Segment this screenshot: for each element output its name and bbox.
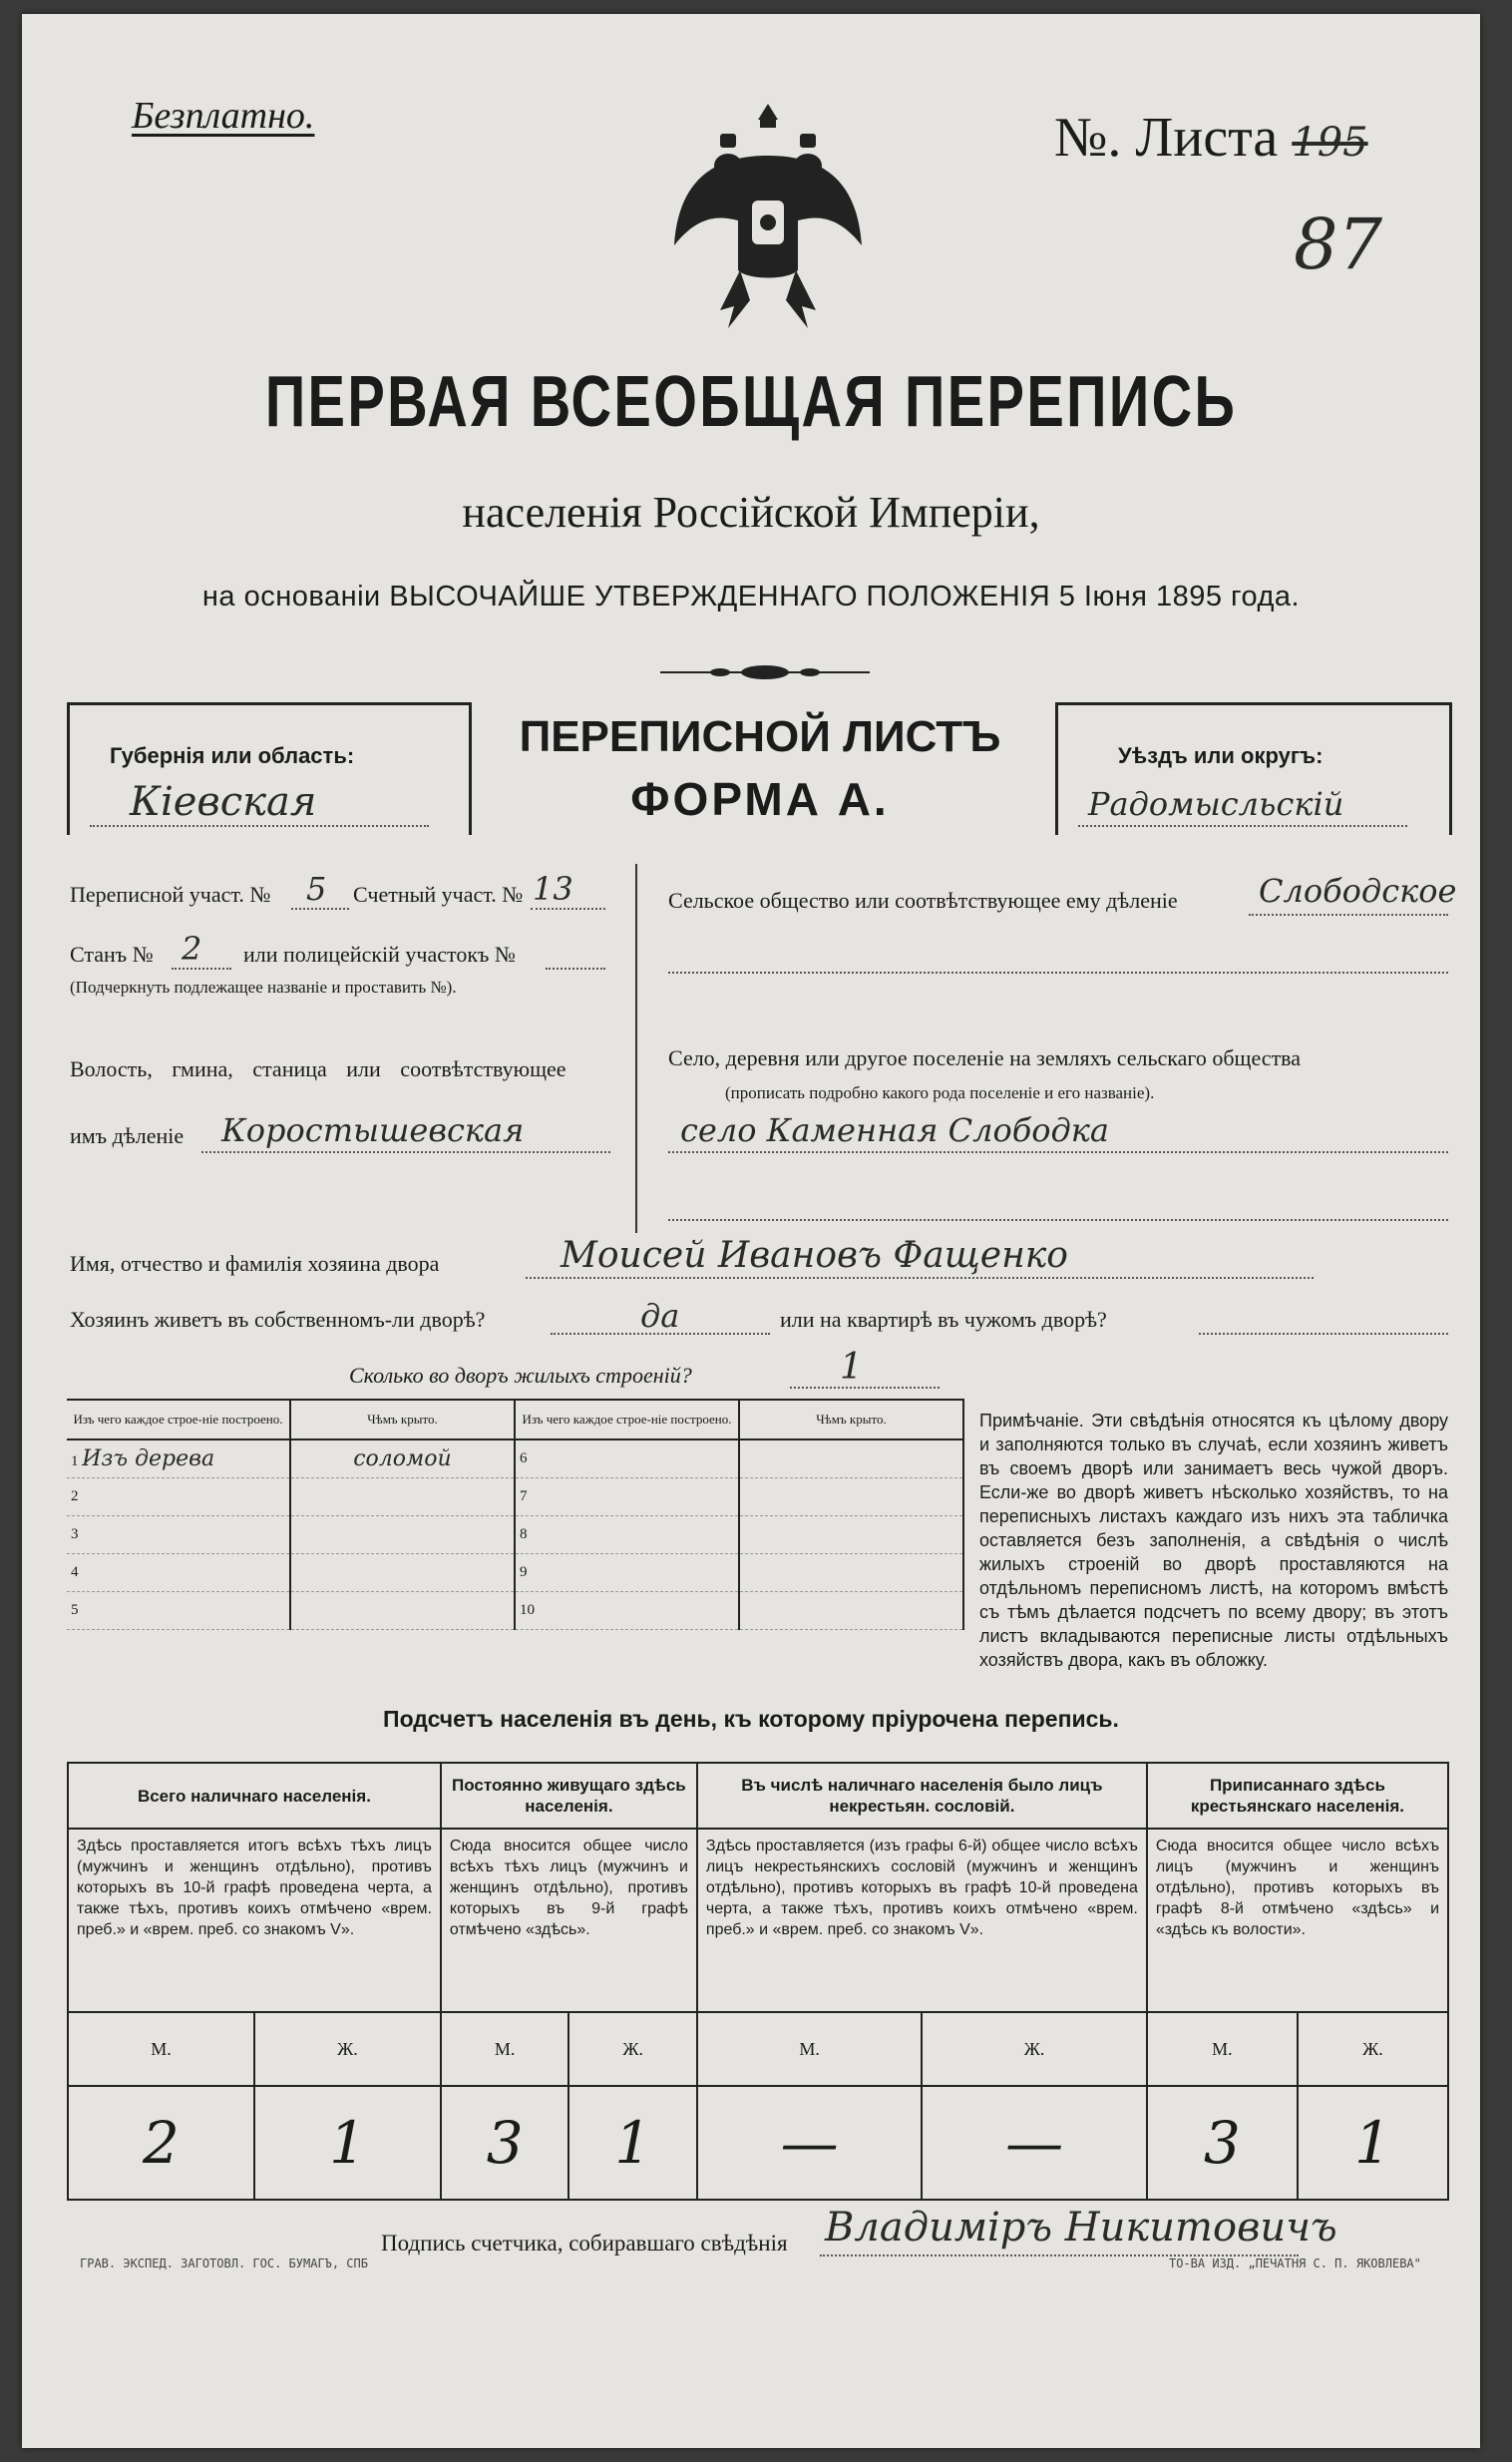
male-label: М. bbox=[1147, 2012, 1298, 2086]
sheet-handwritten-number: 87 bbox=[1294, 204, 1383, 285]
rented-label: или на квартирѣ въ чужомъ дворѣ? bbox=[780, 1307, 1107, 1332]
page-title: ПЕРВАЯ ВСЕОБЩАЯ ПЕРЕПИСЬ bbox=[264, 362, 1238, 442]
village-label: Село, деревня или другое поселеніе на земляхъ сельскаго общества bbox=[668, 1045, 1302, 1070]
pop-head-total: Всего наличнаго населенія. bbox=[68, 1763, 441, 1829]
male-label: М. bbox=[697, 2012, 922, 2086]
ornament-divider bbox=[660, 662, 870, 682]
stan-value: 2 bbox=[182, 930, 202, 968]
footer-printer-right: ТО-ВА ИЗД. „ПЕЧАТНЯ С. П. ЯКОВЛЕВА" bbox=[1169, 2257, 1421, 2270]
form-title: ПЕРЕПИСНОЙ ЛИСТЪ bbox=[519, 712, 1001, 761]
volost-label-2: имъ дѣленіе bbox=[70, 1123, 185, 1148]
own-yard-label: Хозяинъ живетъ въ собственномъ-ли дворѣ? bbox=[70, 1307, 486, 1332]
owner-name-value: Моисей Ивановъ Фащенко bbox=[561, 1235, 1068, 1276]
district-box bbox=[1055, 702, 1452, 835]
permanent-male-value: 3 bbox=[441, 2086, 569, 2200]
table-row: 3 8 bbox=[67, 1516, 963, 1554]
signature-label: Подпись счетчика, собиравшаго свѣдѣнія bbox=[381, 2231, 788, 2256]
female-label: Ж. bbox=[568, 2012, 697, 2086]
male-label: М. bbox=[441, 2012, 569, 2086]
total-female-value: 1 bbox=[254, 2086, 441, 2200]
pop-desc-total: Здѣсь проставляется итогъ всѣхъ тѣхъ лицъ (мужчинъ и женщинъ отдѣльно), противъ которыхъ въ 10-й графѣ проведена черта, а также тѣхъ, противъ коихъ отмѣчено «врем. преб.» и «врем. преб. со знакомъ V». bbox=[68, 1829, 441, 2012]
double-headed-eagle-emblem bbox=[668, 96, 868, 335]
village-note: (прописать подробно какого рода поселеніе и его названіе). bbox=[725, 1083, 1155, 1102]
volost-value: Коростышевская bbox=[221, 1111, 525, 1149]
table-row: 2 7 bbox=[67, 1478, 963, 1516]
free-label: Безплатно. bbox=[132, 95, 315, 137]
stan-label: Станъ № bbox=[70, 942, 154, 967]
census-sheet bbox=[22, 14, 1480, 2448]
province-value: Кіевская bbox=[130, 779, 317, 825]
village-value: село Каменная Слободка bbox=[680, 1111, 1109, 1149]
stan-note: (Подчеркнуть подлежащее названіе и проставить №). bbox=[70, 978, 457, 997]
col-roof-right: Чѣмъ крыто. bbox=[739, 1400, 963, 1439]
table-row: 5 10 bbox=[67, 1592, 963, 1630]
pop-head-registered: Приписаннаго здѣсь крестьянскаго населенія. bbox=[1147, 1763, 1448, 1829]
province-label: Губернія или область: bbox=[110, 743, 355, 768]
buildings-count-label: Сколько во дворъ жилыхъ строеній? bbox=[349, 1363, 692, 1388]
pop-head-permanent: Постоянно живущаго здѣсь населенія. bbox=[441, 1763, 697, 1829]
own-yard-value: да bbox=[640, 1297, 680, 1335]
sheet-printed-number: 195 bbox=[1292, 120, 1368, 166]
col-material-left: Изъ чего каждое строе-ніе построено. bbox=[67, 1400, 290, 1439]
census-district-value: 5 bbox=[306, 870, 327, 908]
district-label: Уѣздъ или округъ: bbox=[1118, 743, 1323, 768]
buildings-table bbox=[67, 1399, 964, 1630]
volost-label: Волость, гмина, станица или соотвѣтствующее bbox=[70, 1056, 567, 1081]
note-text: Примѣчаніе. Эти свѣдѣнія относятся къ цѣлому двору и заполняются только въ случаѣ, если хозяинъ живетъ въ своемъ дворѣ или занимаетъ весь чужой дворъ. Если-же во дворѣ живетъ нѣсколько хозяйствъ, то на переписныхъ листахъ каждаго изъ нихъ эта табличка оставляется безъ заполненія, а свѣдѣнія о числѣ жилыхъ строеній во дворѣ проставляются на отдѣльномъ переписномъ листѣ, на которомъ вмѣстѣ съ тѣмъ дѣлается подсчетъ по всему двору; въ этотъ листъ вкладываются переписные листы отдѣльныхъ хозяйствъ двора, какъ въ обложку. bbox=[979, 1411, 1448, 1670]
building-material: Изъ дерева bbox=[82, 1446, 215, 1471]
registered-female-value: 1 bbox=[1298, 2086, 1448, 2200]
buildings-count-value: 1 bbox=[840, 1347, 863, 1388]
census-district-label: Переписной участ. № bbox=[70, 882, 271, 907]
non-peasant-male-value: — bbox=[697, 2086, 922, 2200]
sheet-number-label: №. Листа 195 bbox=[1054, 107, 1368, 169]
counting-district-label: Счетный участ. № bbox=[353, 882, 524, 907]
table-row: 1 Изъ дерева соломой 6 bbox=[67, 1439, 963, 1478]
legal-basis: на основаніи ВЫСОЧАЙШЕ УТВЕРЖДЕННАГО ПОЛОЖЕНІЯ 5 Іюня 1895 года. bbox=[201, 581, 1301, 613]
non-peasant-female-value: — bbox=[922, 2086, 1146, 2200]
registered-male-value: 3 bbox=[1147, 2086, 1298, 2200]
col-material-right: Изъ чего каждое строе-ніе построено. bbox=[515, 1400, 739, 1439]
signature-value: Владиміръ Никитовичъ bbox=[825, 2205, 1337, 2251]
society-value: Слободское bbox=[1259, 872, 1457, 910]
footer-printer-left: ГРАВ. ЭКСПЕД. ЗАГОТОВЛ. ГОС. БУМАГЪ, СПБ bbox=[80, 2257, 368, 2270]
pop-desc-non-peasant: Здѣсь проставляется (изъ графы 6-й) общее число всѣхъ лицъ некрестьянскихъ сословій (мужчинъ и женщинъ отдѣльно), противъ которыхъ въ графѣ 10-й проведена черта, а также тѣхъ, противъ коихъ отмѣчено «врем. преб.» и «врем. преб. со знакомъ V». bbox=[697, 1829, 1147, 2012]
counting-district-value: 13 bbox=[533, 870, 573, 908]
society-label: Сельское общество или соотвѣтствующее ему дѣленіе bbox=[668, 888, 1178, 913]
district-value: Радомысльскій bbox=[1088, 785, 1344, 823]
page-subtitle: населенія Россійской Имперіи, bbox=[462, 488, 1040, 537]
population-caption: Подсчетъ населенія въ день, къ которому пріурочена перепись. bbox=[383, 1706, 1119, 1732]
building-roof: соломой bbox=[290, 1439, 515, 1478]
col-roof-left: Чѣмъ крыто. bbox=[290, 1400, 515, 1439]
police-station-label: или полицейскій участокъ № bbox=[243, 942, 516, 967]
pop-desc-registered: Сюда вносится общее число всѣхъ лицъ (мужчинъ и женщинъ отдѣльно), противъ которыхъ въ графѣ 8-й отмѣчено «здѣсь» и «здѣсь къ волости». bbox=[1147, 1829, 1448, 2012]
province-box bbox=[67, 702, 472, 835]
total-male-value: 2 bbox=[68, 2086, 254, 2200]
column-divider bbox=[635, 864, 637, 1233]
pop-head-non-peasant: Въ числѣ наличнаго населенія было лицъ некрестьян. сословій. bbox=[697, 1763, 1147, 1829]
pop-desc-permanent: Сюда вносится общее число всѣхъ тѣхъ лицъ (мужчинъ и женщинъ отдѣльно), противъ которыхъ въ 9-й графѣ отмѣчено «здѣсь». bbox=[441, 1829, 697, 2012]
permanent-female-value: 1 bbox=[568, 2086, 697, 2200]
male-label: М. bbox=[68, 2012, 254, 2086]
female-label: Ж. bbox=[922, 2012, 1146, 2086]
form-subtitle: ФОРМА А. bbox=[630, 773, 890, 825]
female-label: Ж. bbox=[1298, 2012, 1448, 2086]
owner-name-label: Имя, отчество и фамилія хозяина двора bbox=[70, 1251, 440, 1276]
female-label: Ж. bbox=[254, 2012, 441, 2086]
population-table bbox=[67, 1762, 1449, 2201]
table-row: 4 9 bbox=[67, 1554, 963, 1592]
